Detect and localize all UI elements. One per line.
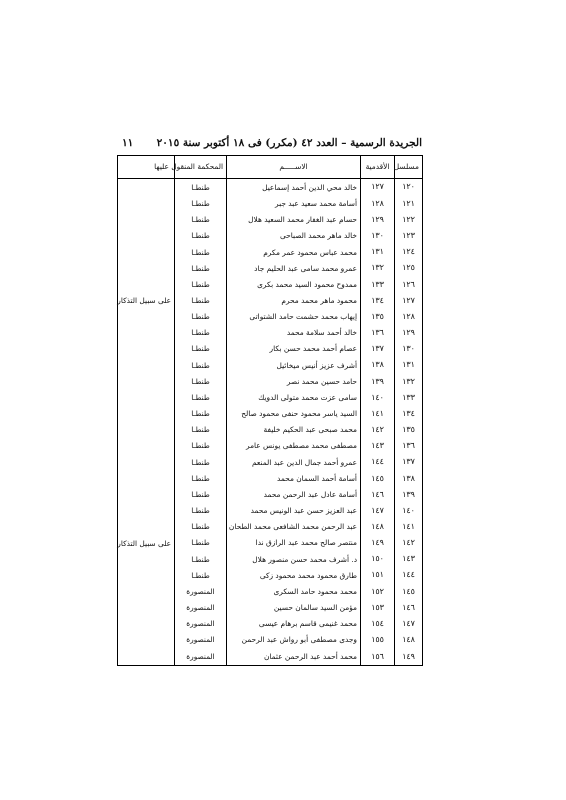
serial-cell: ١٤٤ [395,567,423,583]
seniority-cell: ١٤٥ [361,470,395,486]
table-body [118,179,423,666]
court-cell: طنطـا [175,196,227,212]
serial-cell: ١٤١ [395,519,423,535]
seniority-cell: ١٤٦ [361,487,395,503]
court-cell: طنطـا [175,503,227,519]
court-cell: طنطـا [175,422,227,438]
seniority-cell: ١٥٦ [361,648,395,665]
gazette-title: الجريدة الرسمية – العدد ٤٢ (مكرر) فى ١٨ أكتوبر سنة ٢٠١٥ [156,137,422,149]
name-cell: أشرف عزيز أنيس ميخائيل [227,357,361,373]
header-court: المحكمة المنقول عليها [175,156,227,179]
serial-cell: ١٤٨ [395,632,423,648]
court-cell: طنطـا [175,244,227,260]
name-cell: أسامة أحمد السمان محمد [227,470,361,486]
seniority-cell: ١٤٨ [361,519,395,535]
court-cell: المنصورة [175,648,227,665]
seniority-cell: ١٤٢ [361,422,395,438]
seniority-cell: ١٣٨ [361,357,395,373]
court-cell: طنطـا [175,260,227,276]
serial-cell: ١٣٨ [395,470,423,486]
serial-cell: ١٢١ [395,196,423,212]
serial-cell: ١٣٥ [395,422,423,438]
court-cell: طنطـا [175,357,227,373]
seniority-cell: ١٥٠ [361,551,395,567]
name-cell: عصام أحمد محمد حسن بكار [227,341,361,357]
serial-cell: ١٣١ [395,357,423,373]
remark-cell: على سبيل التذكار [118,179,175,422]
court-cell: طنطـا [175,551,227,567]
page-number: ١١ [122,137,134,149]
seniority-cell: ١٤٩ [361,535,395,551]
name-cell: عمرو أحمد جمال الدين عبد المنعم [227,454,361,470]
name-cell: محمد محمود حامد السكرى [227,583,361,599]
court-cell: طنطـا [175,309,227,325]
name-cell: عبد العزيز حسن عبد الونيس محمد [227,503,361,519]
court-cell: المنصورة [175,616,227,632]
serial-cell: ١٤٢ [395,535,423,551]
court-cell: طنطـا [175,390,227,406]
table-row [118,179,423,196]
serial-cell: ١٢٠ [395,179,423,196]
court-cell: طنطـا [175,535,227,551]
name-cell: مؤمن السيد سالمان حسين [227,600,361,616]
seniority-cell: ١٥٢ [361,583,395,599]
name-cell: خالد أحمد سلامة محمد [227,325,361,341]
page-header [122,137,422,153]
serial-cell: ١٢٥ [395,260,423,276]
seniority-cell: ١٤٣ [361,438,395,454]
court-cell: طنطـا [175,470,227,486]
seniority-cell: ١٤٠ [361,390,395,406]
court-cell: طنطـا [175,487,227,503]
serial-cell: ١٢٧ [395,293,423,309]
seniority-cell: ١٢٨ [361,196,395,212]
name-cell: محمد غنيمى قاسم برهام عيسى [227,616,361,632]
court-cell: المنصورة [175,600,227,616]
court-cell: طنطـا [175,293,227,309]
serial-cell: ١٣٣ [395,390,423,406]
name-cell: وجدى مصطفى أبو رواش عبد الرحمن [227,632,361,648]
seniority-cell: ١٤٤ [361,454,395,470]
serial-cell: ١٤٦ [395,600,423,616]
serial-cell: ١٣٤ [395,406,423,422]
header-seniority: الأقدمية [361,156,395,179]
serial-cell: ١٢٨ [395,309,423,325]
serial-cell: ١٣٧ [395,454,423,470]
name-cell: سامى عزت محمد متولى الدويك [227,390,361,406]
seniority-cell: ١٥٤ [361,616,395,632]
seniority-cell: ١٥٥ [361,632,395,648]
seniority-cell: ١٣٥ [361,309,395,325]
court-cell: طنطـا [175,341,227,357]
seniority-cell: ١٣٧ [361,341,395,357]
name-cell: منتصر صالح محمد عبد الرازق ندا [227,535,361,551]
serial-cell: ١٣٩ [395,487,423,503]
name-cell: حامد حسين محمد نصر [227,373,361,389]
header-name: الاســـــم [227,156,361,179]
table-header-row [118,156,423,179]
serial-cell: ١٣٦ [395,438,423,454]
seniority-cell: ١٣٤ [361,293,395,309]
serial-cell: ١٢٩ [395,325,423,341]
serial-cell: ١٣٠ [395,341,423,357]
name-cell: طارق محمود محمد محمود زكى [227,567,361,583]
name-cell: السيد ياسر محمود حنفى محمود صالح [227,406,361,422]
court-cell: طنطـا [175,228,227,244]
serial-cell: ١٤٣ [395,551,423,567]
serial-cell: ١٤٠ [395,503,423,519]
court-cell: طنطـا [175,406,227,422]
serial-cell: ١٤٥ [395,583,423,599]
name-cell: محمد صبحى عبد الحكيم خليفة [227,422,361,438]
name-cell: مصطفى محمد مصطفى يونس عامر [227,438,361,454]
seniority-cell: ١٣٦ [361,325,395,341]
court-cell: طنطـا [175,519,227,535]
serial-cell: ١٤٧ [395,616,423,632]
seniority-cell: ١٣١ [361,244,395,260]
court-cell: المنصورة [175,632,227,648]
seniority-cell: ١٢٩ [361,212,395,228]
seniority-cell: ١٣٢ [361,260,395,276]
name-cell: ممدوح محمود السيد محمد بكرى [227,276,361,292]
name-cell: د. أشرف محمد حسن منصور هلال [227,551,361,567]
serial-cell: ١٤٩ [395,648,423,665]
name-cell: محمود ماهر محمد محرم [227,293,361,309]
name-cell: أسامة محمد سعيد عبد جبر [227,196,361,212]
serial-cell: ١٢٦ [395,276,423,292]
court-cell: المنصورة [175,583,227,599]
name-cell: محمد أحمد عبد الرحمن عثمان [227,648,361,665]
court-cell: طنطـا [175,276,227,292]
seniority-cell: ١٤١ [361,406,395,422]
court-cell: طنطـا [175,179,227,196]
transfer-table [117,155,423,666]
serial-cell: ١٢٤ [395,244,423,260]
table-row [118,422,423,438]
name-cell: خالد ماهر محمد الصباحى [227,228,361,244]
seniority-cell: ١٥١ [361,567,395,583]
header-serial: مسلسل [395,156,423,179]
serial-cell: ١٢٢ [395,212,423,228]
court-cell: طنطـا [175,373,227,389]
court-cell: طنطـا [175,212,227,228]
court-cell: طنطـا [175,438,227,454]
name-cell: إيهاب محمد حشمت حامد الشتواتى [227,309,361,325]
seniority-cell: ١٤٧ [361,503,395,519]
name-cell: أسامة عادل عبد الرحمن محمد [227,487,361,503]
name-cell: عبد الرحمن محمد الشافعى محمد الطحان [227,519,361,535]
serial-cell: ١٣٢ [395,373,423,389]
seniority-cell: ١٣٣ [361,276,395,292]
name-cell: عمرو محمد سامى عبد الحليم جاد [227,260,361,276]
name-cell: خالد محي الدين أحمد إسماعيل [227,179,361,196]
name-cell: محمد عباس محمود عمر مكرم [227,244,361,260]
seniority-cell: ١٢٧ [361,179,395,196]
seniority-cell: ١٥٣ [361,600,395,616]
court-cell: طنطـا [175,567,227,583]
seniority-cell: ١٣٠ [361,228,395,244]
serial-cell: ١٢٣ [395,228,423,244]
remark-cell: على سبيل التذكار [118,422,175,666]
court-cell: طنطـا [175,325,227,341]
name-cell: حسام عبد الغفار محمد السعيد هلال [227,212,361,228]
seniority-cell: ١٣٩ [361,373,395,389]
court-cell: طنطـا [175,454,227,470]
